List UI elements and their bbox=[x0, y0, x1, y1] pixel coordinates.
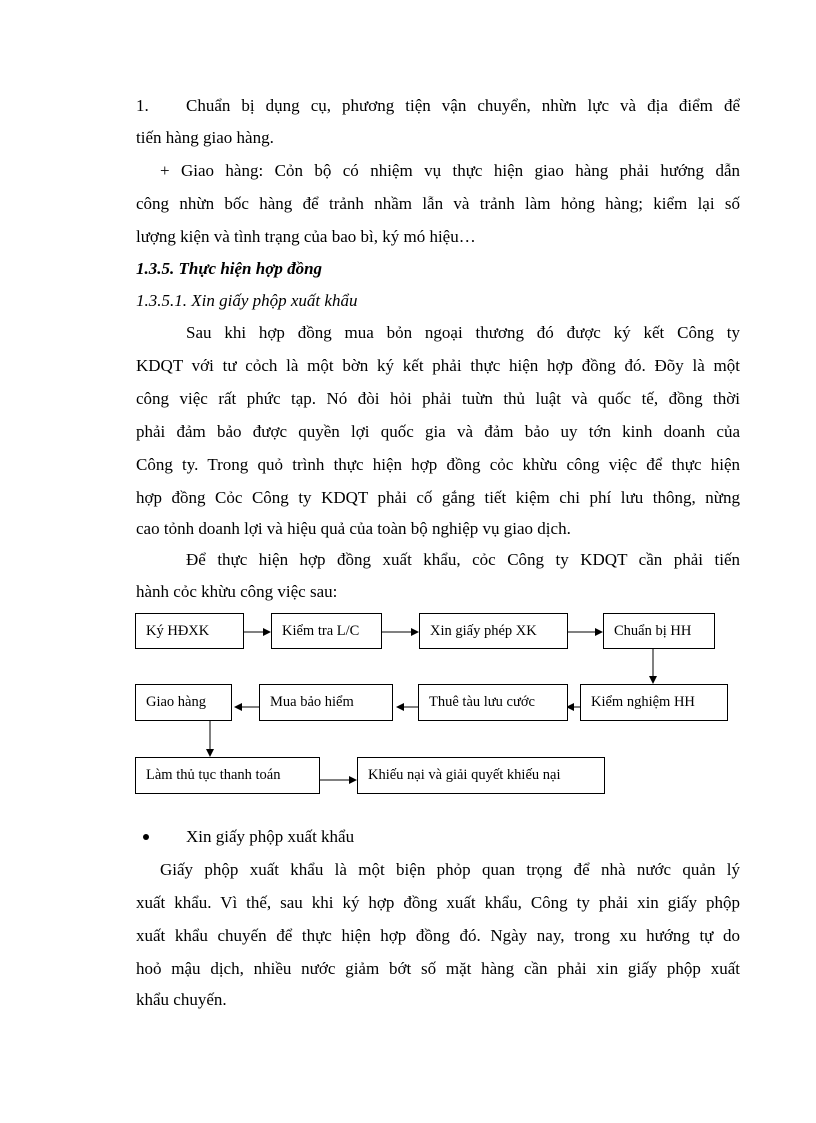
paragraph-line: hoỏ mậu dịch, nhiều nước giảm bớt số mặt hàng cần phải xin giấy phộp xuất bbox=[136, 959, 740, 978]
flow-box-mua-bao-hiem: Mua bảo hiểm bbox=[259, 684, 393, 721]
paragraph-line: Công ty. Trong quỏ trình thực hiện hợp đồng cỏc khừu công việc để thực hiện bbox=[136, 455, 740, 474]
paragraph-line: công nhừn bốc hàng để trảnh nhầm lẫn và trảnh làm hỏng hàng; kiểm lại số bbox=[136, 194, 740, 213]
item-number: 1. bbox=[136, 96, 149, 115]
flow-box-giao-hang: Giao hàng bbox=[135, 684, 232, 721]
paragraph-line: Sau khi hợp đồng mua bỏn ngoại thương đó được ký kết Công ty bbox=[186, 323, 740, 342]
paragraph-line: KDQT với tư cỏch là một bờn ký kết phải thực hiện hợp đồng đó. Đõy là một bbox=[136, 356, 740, 375]
flow-box-thue-tau: Thuê tàu lưu cước bbox=[418, 684, 568, 721]
paragraph-line: công việc rất phức tạp. Nó đòi hỏi phải tuừn thủ luật và quốc tế, đồng thời bbox=[136, 389, 740, 408]
paragraph-line: phải đảm bảo được quyền lợi quốc gia và đảm bảo uy tớn kinh doanh của bbox=[136, 422, 740, 441]
subsection-heading: 1.3.5.1. Xin giấy phộp xuất khẩu bbox=[136, 291, 358, 310]
bullet-icon bbox=[143, 834, 149, 840]
paragraph-line: lượng kiện và tình trạng của bao bì, ký mó hiệu… bbox=[136, 227, 476, 246]
flow-box-xin-giay-phep: Xin giấy phép XK bbox=[419, 613, 568, 649]
paragraph-line: xuất khẩu. Vì thế, sau khi ký hợp đồng xuất khẩu, Công ty phải xin giấy phộp bbox=[136, 893, 740, 912]
paragraph-line: hợp đồng Cỏc Công ty KDQT phải cố gắng tiết kiệm chi phí lưu thông, nừng bbox=[136, 488, 740, 507]
paragraph-line: Để thực hiện hợp đồng xuất khẩu, cỏc Công ty KDQT cần phải tiến bbox=[186, 550, 740, 569]
item-text-line: Chuẩn bị dụng cụ, phương tiện vận chuyển, nhừn lực và địa điểm để bbox=[186, 96, 740, 115]
paragraph-line: khẩu chuyến. bbox=[136, 990, 227, 1009]
flow-box-ky-hdxk: Ký HĐXK bbox=[135, 613, 244, 649]
paragraph-line: xuất khẩu chuyến để thực hiện hợp đồng đó. Ngày nay, trong xu hướng tự do bbox=[136, 926, 740, 945]
paragraph-line: + Giao hàng: Cỏn bộ có nhiệm vụ thực hiện giao hàng phải hướng dẫn bbox=[160, 161, 740, 180]
bullet-item-text: Xin giấy phộp xuất khẩu bbox=[186, 827, 355, 846]
flow-box-kiem-nghiem-hh: Kiểm nghiệm HH bbox=[580, 684, 728, 721]
flow-box-chuan-bi-hh: Chuẩn bị HH bbox=[603, 613, 715, 649]
paragraph-line: Giấy phộp xuất khẩu là một biện phỏp quan trọng để nhà nước quản lý bbox=[160, 860, 740, 879]
item-text-line: tiến hàng giao hàng. bbox=[136, 128, 274, 147]
flow-box-khieu-nai: Khiếu nại và giải quyết khiếu nại bbox=[357, 757, 605, 794]
paragraph-line: cao tỏnh doanh lợi và hiệu quả của toàn bộ nghiệp vụ giao dịch. bbox=[136, 519, 571, 538]
flow-box-kiem-tra-lc: Kiểm tra L/C bbox=[271, 613, 382, 649]
section-heading: 1.3.5. Thực hiện hợp đồng bbox=[136, 259, 323, 278]
flow-box-lam-thu-tuc: Làm thủ tục thanh toán bbox=[135, 757, 320, 794]
paragraph-line: hành cỏc khừu công việc sau: bbox=[136, 582, 338, 601]
